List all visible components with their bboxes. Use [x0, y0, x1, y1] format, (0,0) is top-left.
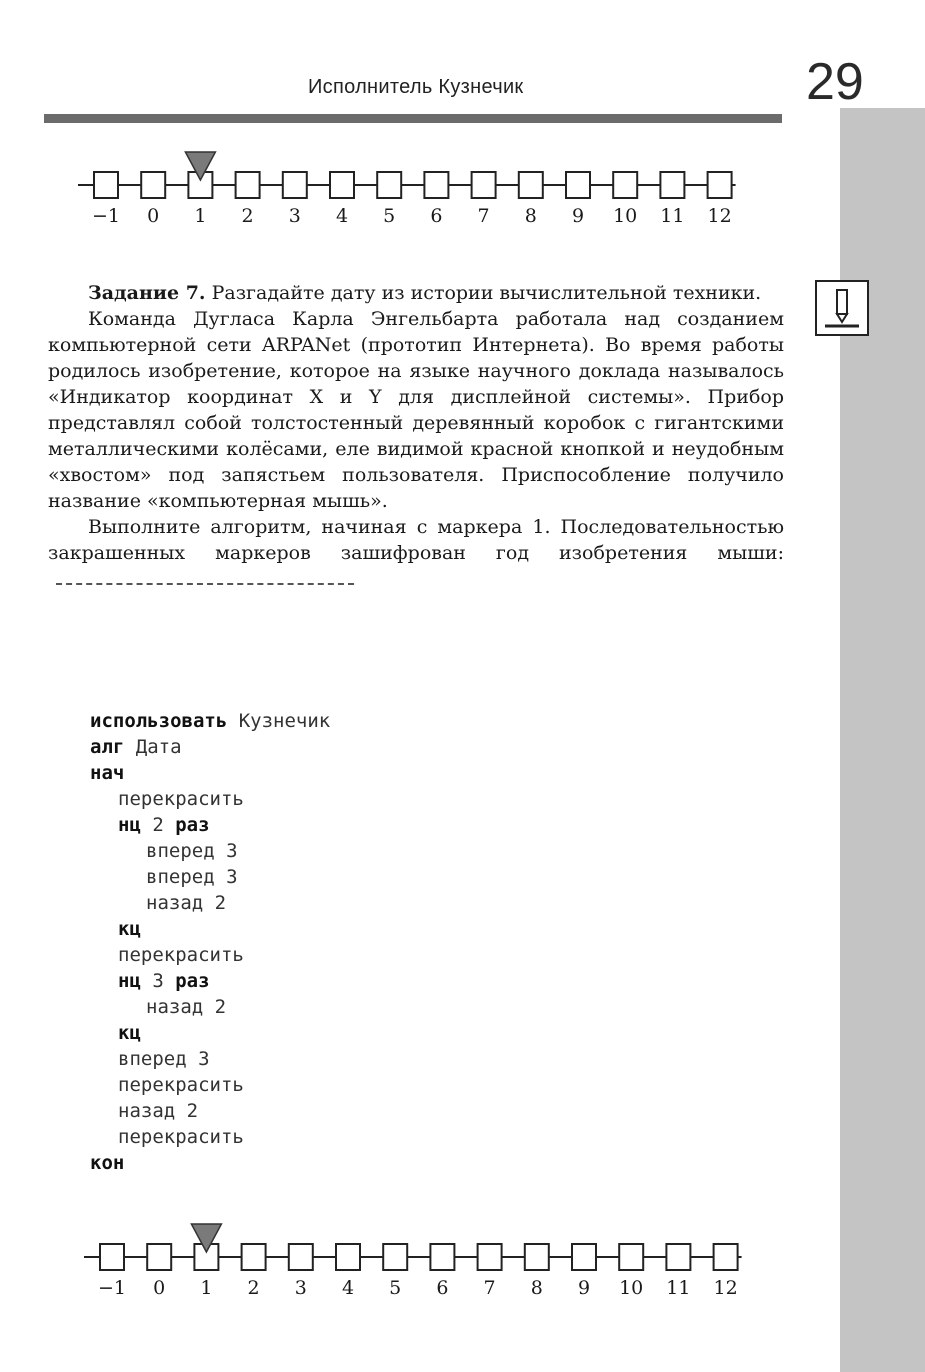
- code-line: [90, 1072, 330, 1098]
- code-keyword: нц: [118, 814, 141, 836]
- code-line: [90, 1150, 330, 1176]
- cell-box: [383, 1244, 407, 1270]
- cell-box: [519, 172, 543, 198]
- code-line: [90, 994, 330, 1020]
- cell-box: [572, 1244, 596, 1270]
- code-keyword: раз: [175, 970, 210, 992]
- page-number: 29: [806, 53, 864, 111]
- cell-box: [714, 1244, 738, 1270]
- code-keyword: кц: [118, 1022, 141, 1044]
- tick-label: 11: [660, 205, 685, 227]
- code-line: [90, 1020, 330, 1046]
- cell-box: [377, 172, 401, 198]
- tick-label: 7: [483, 1277, 496, 1299]
- code-text: перекрасить: [118, 788, 244, 810]
- pencil-icon: [815, 280, 869, 336]
- cell-box: [430, 1244, 454, 1270]
- cell-box: [478, 1244, 502, 1270]
- code-line: [90, 1046, 330, 1072]
- code-line: [90, 838, 330, 864]
- cell-box: [289, 1244, 313, 1270]
- cell-box: [472, 172, 496, 198]
- tick-label: −1: [97, 1277, 127, 1299]
- tick-label: 12: [707, 205, 732, 227]
- code-text: вперед 3: [146, 866, 238, 888]
- code-text: вперед 3: [146, 840, 238, 862]
- tick-label: 12: [713, 1277, 738, 1299]
- page-header-title: Исполнитель Кузнечик: [308, 76, 524, 98]
- task-label: Задание 7.: [88, 282, 206, 304]
- code-line: [90, 916, 330, 942]
- code-keyword: нач: [90, 762, 125, 784]
- cell-box: [336, 1244, 360, 1270]
- code-keyword: раз: [175, 814, 210, 836]
- number-line-top: [0, 150, 800, 230]
- cell-box: [613, 172, 637, 198]
- tick-label: 2: [247, 1277, 260, 1299]
- code-text: вперед 3: [118, 1048, 210, 1070]
- code-line: [90, 734, 330, 760]
- tick-label: 4: [341, 1277, 355, 1299]
- cell-box: [708, 172, 732, 198]
- code-text: назад 2: [146, 892, 227, 914]
- algorithm-code: [90, 708, 330, 1176]
- tick-label: 7: [477, 205, 490, 227]
- tick-label: 11: [666, 1277, 691, 1299]
- code-line: [90, 1098, 330, 1124]
- cell-box: [525, 1244, 549, 1270]
- code-keyword: кон: [90, 1152, 125, 1174]
- code-text: перекрасить: [118, 944, 244, 966]
- task-text: [48, 280, 784, 592]
- code-line: [90, 942, 330, 968]
- cell-box: [141, 172, 165, 198]
- code-line: [90, 812, 330, 838]
- task-intro: Разгадайте дату из истории вычислительной техники.: [211, 282, 762, 304]
- tick-label: 6: [430, 205, 443, 227]
- code-text: назад 2: [146, 996, 227, 1018]
- tick-label: 0: [147, 205, 160, 227]
- code-text: 3: [140, 970, 176, 992]
- code-keyword: алг: [90, 736, 125, 758]
- tick-label: 8: [524, 205, 537, 227]
- tick-label: 6: [436, 1277, 449, 1299]
- cell-box: [283, 172, 307, 198]
- code-line: [90, 760, 330, 786]
- tick-label: 0: [153, 1277, 166, 1299]
- cell-box: [566, 172, 590, 198]
- code-line: [90, 786, 330, 812]
- tick-label: 10: [613, 205, 638, 227]
- cell-box: [619, 1244, 643, 1270]
- tick-label: −1: [91, 205, 121, 227]
- tick-label: 5: [389, 1277, 402, 1299]
- header-rule: [44, 114, 782, 123]
- code-line: [90, 708, 330, 734]
- tick-label: 8: [530, 1277, 543, 1299]
- tick-label: 3: [288, 205, 301, 227]
- tick-label: 3: [294, 1277, 307, 1299]
- code-line: [90, 1124, 330, 1150]
- code-text: 2: [140, 814, 176, 836]
- code-line: [90, 890, 330, 916]
- tick-label: 5: [383, 205, 396, 227]
- code-text: перекрасить: [118, 1074, 244, 1096]
- answer-blank[interactable]: [56, 569, 354, 585]
- code-keyword: кц: [118, 918, 141, 940]
- cell-box: [147, 1244, 171, 1270]
- code-text: назад 2: [118, 1100, 199, 1122]
- code-line: [90, 968, 330, 994]
- tick-label: 2: [241, 205, 254, 227]
- code-text: Дата: [124, 736, 182, 758]
- cell-box: [666, 1244, 690, 1270]
- tick-label: 1: [200, 1277, 213, 1299]
- tick-label: 9: [577, 1277, 591, 1299]
- number-line-bottom: [6, 1222, 806, 1302]
- task-instruction: Выполните алгоритм, начиная с маркера 1. Последовательностью закрашенных маркеров зашифрован год изобретения мыши:: [48, 516, 784, 564]
- cell-box: [236, 172, 260, 198]
- cell-box: [94, 172, 118, 198]
- tick-label: 10: [619, 1277, 644, 1299]
- cell-box: [660, 172, 684, 198]
- code-text: Кузнечик: [227, 710, 331, 732]
- cell-box: [242, 1244, 266, 1270]
- code-line: [90, 864, 330, 890]
- tick-label: 4: [335, 205, 349, 227]
- task-story: Команда Дугласа Карла Энгельбарта работала над созданием компьютерной сети ARPANet (прототип Интернета). Во время работы родилось изобретение, которое на языке научного доклада называлось «Индикатор координат X и Y для дисплейной системы». Прибор представлял собой толстостенный деревянный коробок с гигантскими металлическими колёсами, еле видимой красной кнопкой и неудобным «хвостом» под запястьем пользователя. Приспособление получило название «компьютерная мышь».: [48, 308, 784, 512]
- task-heading-paragraph: [48, 280, 784, 306]
- cell-box: [330, 172, 354, 198]
- code-keyword: нц: [118, 970, 141, 992]
- code-text: перекрасить: [118, 1126, 244, 1148]
- code-keyword: использовать: [90, 710, 228, 732]
- cell-box: [100, 1244, 124, 1270]
- cell-box: [424, 172, 448, 198]
- tick-label: 9: [571, 205, 585, 227]
- task-instruction-paragraph: [48, 514, 784, 592]
- tick-label: 1: [194, 205, 207, 227]
